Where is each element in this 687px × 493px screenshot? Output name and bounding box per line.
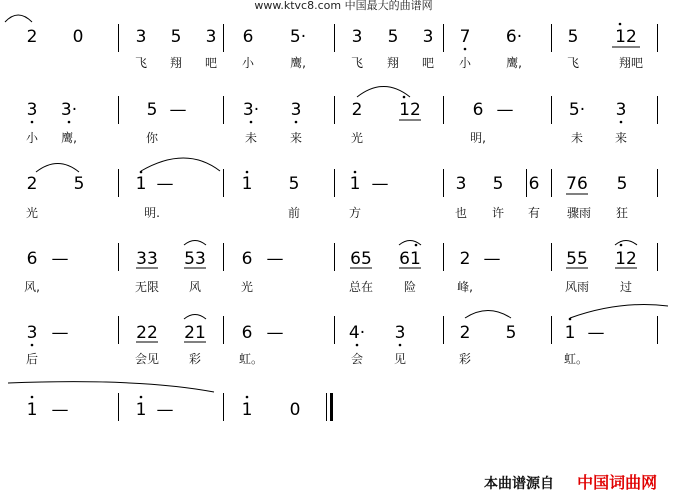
lyric: 飞 <box>350 56 364 70</box>
lyric: 光 <box>350 131 364 145</box>
octave-dot <box>246 171 249 174</box>
barline <box>118 316 119 344</box>
tie-arc <box>465 311 511 319</box>
note: 6 <box>242 27 254 47</box>
octave-dot <box>619 23 622 26</box>
barline <box>443 169 444 197</box>
lyric: 风 <box>188 280 202 294</box>
note: 5· <box>289 27 307 47</box>
barline <box>443 316 444 344</box>
note: — <box>496 100 514 120</box>
note: 2 <box>351 100 363 120</box>
note: 61 <box>399 249 421 269</box>
note: 1 <box>564 323 576 343</box>
octave-dot <box>140 171 143 174</box>
final-barline-thick <box>330 393 333 421</box>
barline <box>334 24 335 52</box>
octave-dot-low <box>356 344 359 347</box>
lyric: 吧 <box>421 56 435 70</box>
tie-arc <box>5 15 32 22</box>
note: 1 <box>135 174 147 194</box>
octave-dot-low <box>399 344 402 347</box>
note: — <box>483 249 501 269</box>
note: 33 <box>136 249 158 269</box>
note: 0 <box>72 27 84 47</box>
barline <box>657 96 658 124</box>
tie-arc <box>184 241 206 246</box>
note: — <box>51 249 69 269</box>
barline <box>118 24 119 52</box>
tie-arc <box>357 87 410 98</box>
lyric: 鹰, <box>506 56 522 70</box>
lyric: 无限 <box>134 280 160 294</box>
octave-dot-low <box>250 121 253 124</box>
lyric: 方 <box>348 206 362 220</box>
note: 5 <box>170 27 182 47</box>
lyric: 光 <box>25 206 39 220</box>
barline <box>526 169 544 197</box>
octave-dot <box>403 96 406 99</box>
source-site-link[interactable]: 中国词曲网 <box>577 473 658 492</box>
note: 1 <box>241 400 253 420</box>
lyric: 险 <box>403 280 417 294</box>
barline <box>657 243 658 271</box>
note: 1 <box>26 400 38 420</box>
lyric: 未 <box>570 131 584 145</box>
note: 6 <box>241 323 253 343</box>
lyric: 前 <box>287 206 301 220</box>
note: 22 <box>136 323 158 343</box>
note: — <box>51 323 69 343</box>
note: 65 <box>350 249 372 269</box>
octave-dot-low <box>620 121 623 124</box>
tie-arc <box>570 305 668 319</box>
note: 2 <box>459 249 471 269</box>
barline <box>551 243 552 271</box>
note: 5 <box>567 27 579 47</box>
note: — <box>371 174 389 194</box>
note: 5 <box>73 174 85 194</box>
barline <box>657 169 658 197</box>
note: — <box>51 400 69 420</box>
barline <box>334 169 335 197</box>
barline <box>118 243 119 271</box>
lyric: 狂 <box>615 206 629 220</box>
lyric: 彩 <box>188 352 202 366</box>
note: 5 <box>146 100 158 120</box>
tie-arc <box>141 158 220 171</box>
note: 2 <box>26 174 38 194</box>
lyric: 会见 <box>134 352 160 366</box>
octave-dot-low <box>31 344 34 347</box>
note: 5· <box>568 100 586 120</box>
lyric: 小 <box>241 56 255 70</box>
note: 6 <box>528 174 540 194</box>
barline <box>551 96 552 124</box>
lyric: 有 <box>527 206 541 220</box>
note: 21 <box>184 323 206 343</box>
barline <box>223 316 224 344</box>
note: — <box>169 100 187 120</box>
note: 6 <box>472 100 484 120</box>
lyric: 会 <box>350 352 364 366</box>
lyric: 彩 <box>458 352 472 366</box>
note: 12 <box>615 249 637 269</box>
lyric: 吧 <box>204 56 218 70</box>
lyric: 风雨 <box>564 280 590 294</box>
lyric: 翔吧 <box>618 56 644 70</box>
note: — <box>587 323 605 343</box>
lyric: 小 <box>25 131 39 145</box>
note: 76 <box>566 174 588 194</box>
note: — <box>266 323 284 343</box>
note: 55 <box>566 249 588 269</box>
octave-dot <box>620 244 623 247</box>
octave-dot <box>31 396 34 399</box>
barline <box>657 316 658 344</box>
note: 5 <box>505 323 517 343</box>
lyric: 峰, <box>457 280 473 294</box>
lyric: 许 <box>491 206 505 220</box>
barline <box>223 243 224 271</box>
lyric: 未 <box>244 131 258 145</box>
note: 5 <box>288 174 300 194</box>
tie-arc <box>615 241 637 246</box>
lyric: 虹。 <box>238 352 264 366</box>
barline <box>118 96 119 124</box>
lyric: 也 <box>454 206 468 220</box>
lyric: 虹。 <box>563 352 589 366</box>
note: 3· <box>242 100 260 120</box>
barline <box>223 393 224 421</box>
final-barline-thin <box>326 393 327 421</box>
lyric: 后 <box>25 352 39 366</box>
lyric: 光 <box>240 280 254 294</box>
note: 2 <box>459 323 471 343</box>
barline <box>443 96 444 124</box>
barline <box>657 24 658 52</box>
note: 12 <box>615 27 637 47</box>
lyric: 翔 <box>386 56 400 70</box>
note: 3 <box>394 323 406 343</box>
note: 1 <box>135 400 147 420</box>
barline <box>223 24 224 52</box>
note: 3 <box>455 174 467 194</box>
barline <box>223 96 224 124</box>
lyric: 明, <box>470 131 486 145</box>
barline <box>118 169 119 197</box>
note: — <box>156 174 174 194</box>
barline <box>551 169 552 197</box>
lyric: 过 <box>619 280 633 294</box>
note: 2 <box>26 27 38 47</box>
octave-dot-low <box>68 121 71 124</box>
lyric: 翔 <box>169 56 183 70</box>
lyric: 来 <box>614 131 628 145</box>
note: 3 <box>26 323 38 343</box>
lyric: 飞 <box>566 56 580 70</box>
barline <box>551 316 552 344</box>
lyric: 鹰, <box>61 131 77 145</box>
note: 1 <box>241 174 253 194</box>
octave-dot <box>354 171 357 174</box>
note: 12 <box>399 100 421 120</box>
note: 3· <box>60 100 78 120</box>
note: 53 <box>184 249 206 269</box>
note: 5 <box>387 27 399 47</box>
note: 6 <box>26 249 38 269</box>
note: 4· <box>348 323 366 343</box>
barline <box>551 24 552 52</box>
note: 3 <box>135 27 147 47</box>
note: 3 <box>26 100 38 120</box>
source-note <box>484 470 657 493</box>
page-header: www.ktvc8.com 中国最大的曲谱网 <box>254 0 433 12</box>
barline <box>443 243 444 271</box>
note: 7 <box>459 27 471 47</box>
note: 5 <box>492 174 504 194</box>
note: 6 <box>241 249 253 269</box>
note: 1 <box>349 174 361 194</box>
octave-dot <box>415 244 418 247</box>
barline <box>443 24 444 52</box>
lyric: 来 <box>289 131 303 145</box>
note: — <box>156 400 174 420</box>
lyric: 你 <box>145 131 159 145</box>
tie-arc <box>8 382 214 392</box>
note: 3 <box>615 100 627 120</box>
note: 3 <box>205 27 217 47</box>
octave-dot <box>569 318 572 321</box>
lyric: 鹰, <box>290 56 306 70</box>
lyric: 小 <box>458 56 472 70</box>
note: — <box>266 249 284 269</box>
barline <box>334 243 335 271</box>
barline <box>118 393 119 421</box>
octave-dot-low <box>464 48 467 51</box>
barline <box>334 96 335 124</box>
tie-arc <box>399 241 421 246</box>
note: 3 <box>422 27 434 47</box>
lyric: 骤雨 <box>566 206 592 220</box>
note: 6· <box>505 27 523 47</box>
octave-dot <box>140 396 143 399</box>
octave-dot-low <box>31 121 34 124</box>
barline <box>334 316 335 344</box>
note: 3 <box>351 27 363 47</box>
tie-arc <box>36 164 79 173</box>
source-label: 本曲谱源自 <box>484 476 554 492</box>
tie-arc <box>184 315 206 320</box>
lyric: 见 <box>393 352 407 366</box>
octave-dot-low <box>295 121 298 124</box>
barline <box>223 169 224 197</box>
lyric: 风, <box>24 280 40 294</box>
note: 3 <box>290 100 302 120</box>
note: 5 <box>616 174 628 194</box>
note: 0 <box>289 400 301 420</box>
lyric: 明. <box>144 206 160 220</box>
lyric: 总在 <box>348 280 374 294</box>
octave-dot <box>246 396 249 399</box>
lyric: 飞 <box>134 56 148 70</box>
